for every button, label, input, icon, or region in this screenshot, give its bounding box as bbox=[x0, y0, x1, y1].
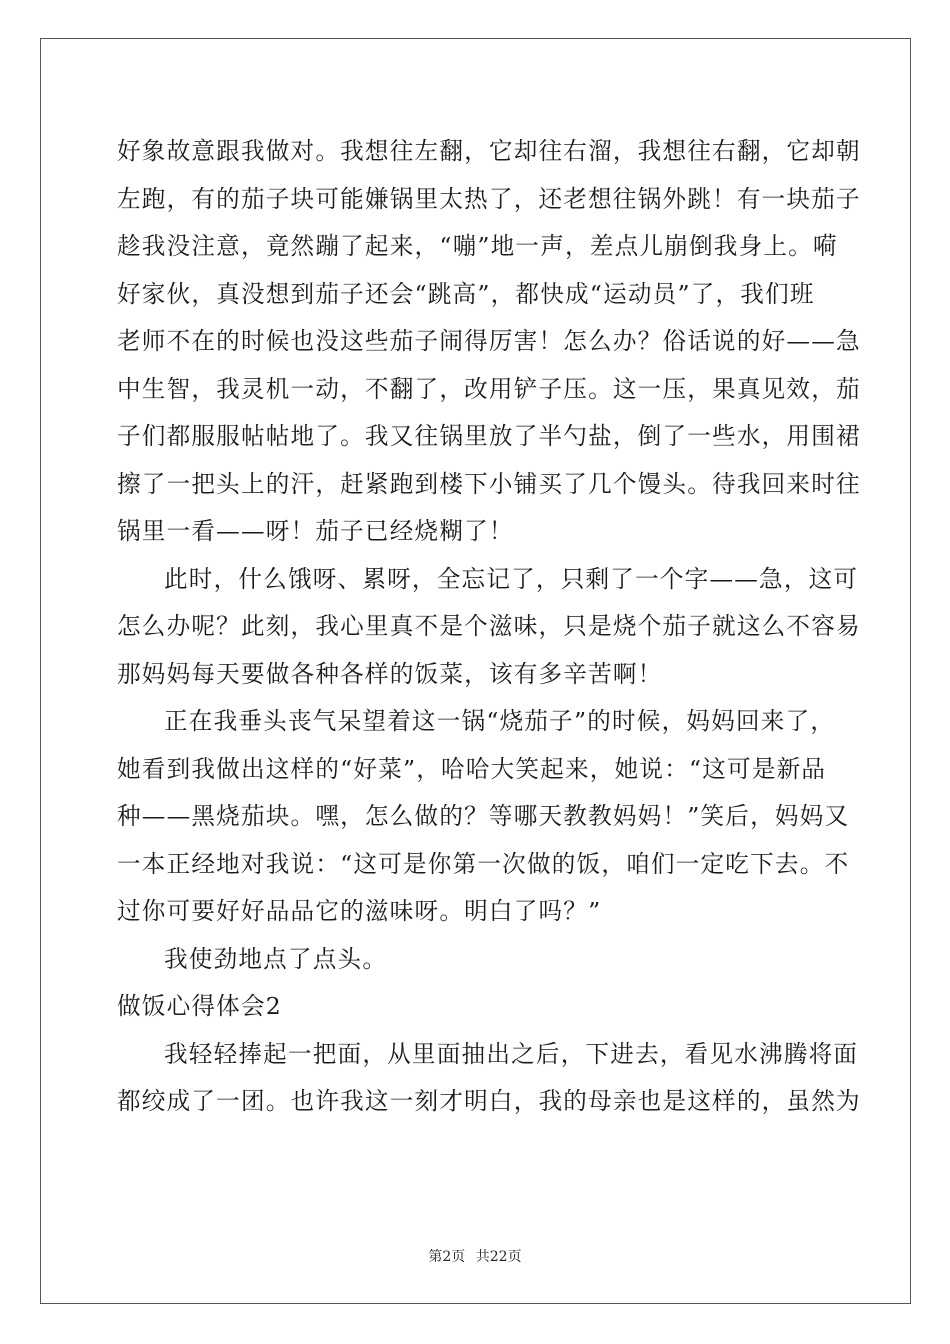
text-line: 子们都服服帖帖地了。我又往锅里放了半勺盐，倒了一些水，用围裙 bbox=[117, 422, 861, 450]
text-line: 老师不在的时候也没这些茄子闹得厉害！怎么办？俗话说的好——急 bbox=[117, 327, 861, 355]
text-line: 左跑，有的茄子块可能嫌锅里太热了，还老想往锅外跳！有一块茄子 bbox=[117, 184, 861, 213]
text-line: 好家伙，真没想到茄子还会“跳高”，都快成“运动员”了，我们班 bbox=[117, 279, 815, 308]
text-line: 都绞成了一团。也许我这一刻才明白，我的母亲也是这样的，虽然为 bbox=[117, 1087, 861, 1115]
text-line: 那妈妈每天要做各种各样的饭菜，该有多辛苦啊！ bbox=[117, 659, 663, 688]
text-line: 种——黑烧茄块。嘿，怎么做的？等哪天教教妈妈！”笑后，妈妈又 bbox=[117, 802, 850, 830]
paragraph-start: 此时，什么饿呀、累呀，全忘记了，只剩了一个字——急，这可 bbox=[164, 564, 859, 593]
text-line: 过你可要好好品品它的滋味呀。明白了吗？” bbox=[117, 897, 602, 925]
paragraph-start: 我轻轻捧起一把面，从里面抽出之后，下进去，看见水沸腾将面 bbox=[164, 1039, 859, 1068]
document-body bbox=[117, 128, 861, 1126]
page-total: 共22页 bbox=[475, 1249, 522, 1265]
section-heading: 做饭心得体会2 bbox=[117, 992, 282, 1020]
page-footer bbox=[0, 1246, 950, 1266]
text-line: 好象故意跟我做对。我想往左翻，它却往右溜，我想往右翻，它却朝 bbox=[117, 137, 861, 165]
text-line: 趁我没注意，竟然蹦了起来，“嘣”地一声，差点儿崩倒我身上。嗬 bbox=[117, 232, 838, 260]
text-line: 一本正经地对我说：“这可是你第一次做的饭，咱们一定吃下去。不 bbox=[117, 849, 850, 878]
text-line: 擦了一把头上的汗，赶紧跑到楼下小铺买了几个馒头。待我回来时往 bbox=[117, 469, 861, 498]
text-line: 她看到我做出这样的“好菜”，哈哈大笑起来，她说：“这可是新品 bbox=[117, 754, 827, 783]
text-line: 中生智，我灵机一动，不翻了，改用铲子压。这一压，果真见效，茄 bbox=[117, 374, 861, 403]
paragraph-start: 正在我垂头丧气呆望着这一锅“烧茄子”的时候，妈妈回来了， bbox=[164, 707, 836, 735]
text-line: 怎么办呢？此刻，我心里真不是个滋味，只是烧个茄子就这么不容易 bbox=[117, 612, 861, 640]
page-number: 第2页 bbox=[428, 1249, 466, 1265]
paragraph-start: 我使劲地点了点头。 bbox=[164, 944, 388, 973]
text-line: 锅里一看——呀！茄子已经烧糊了！ bbox=[117, 517, 514, 545]
